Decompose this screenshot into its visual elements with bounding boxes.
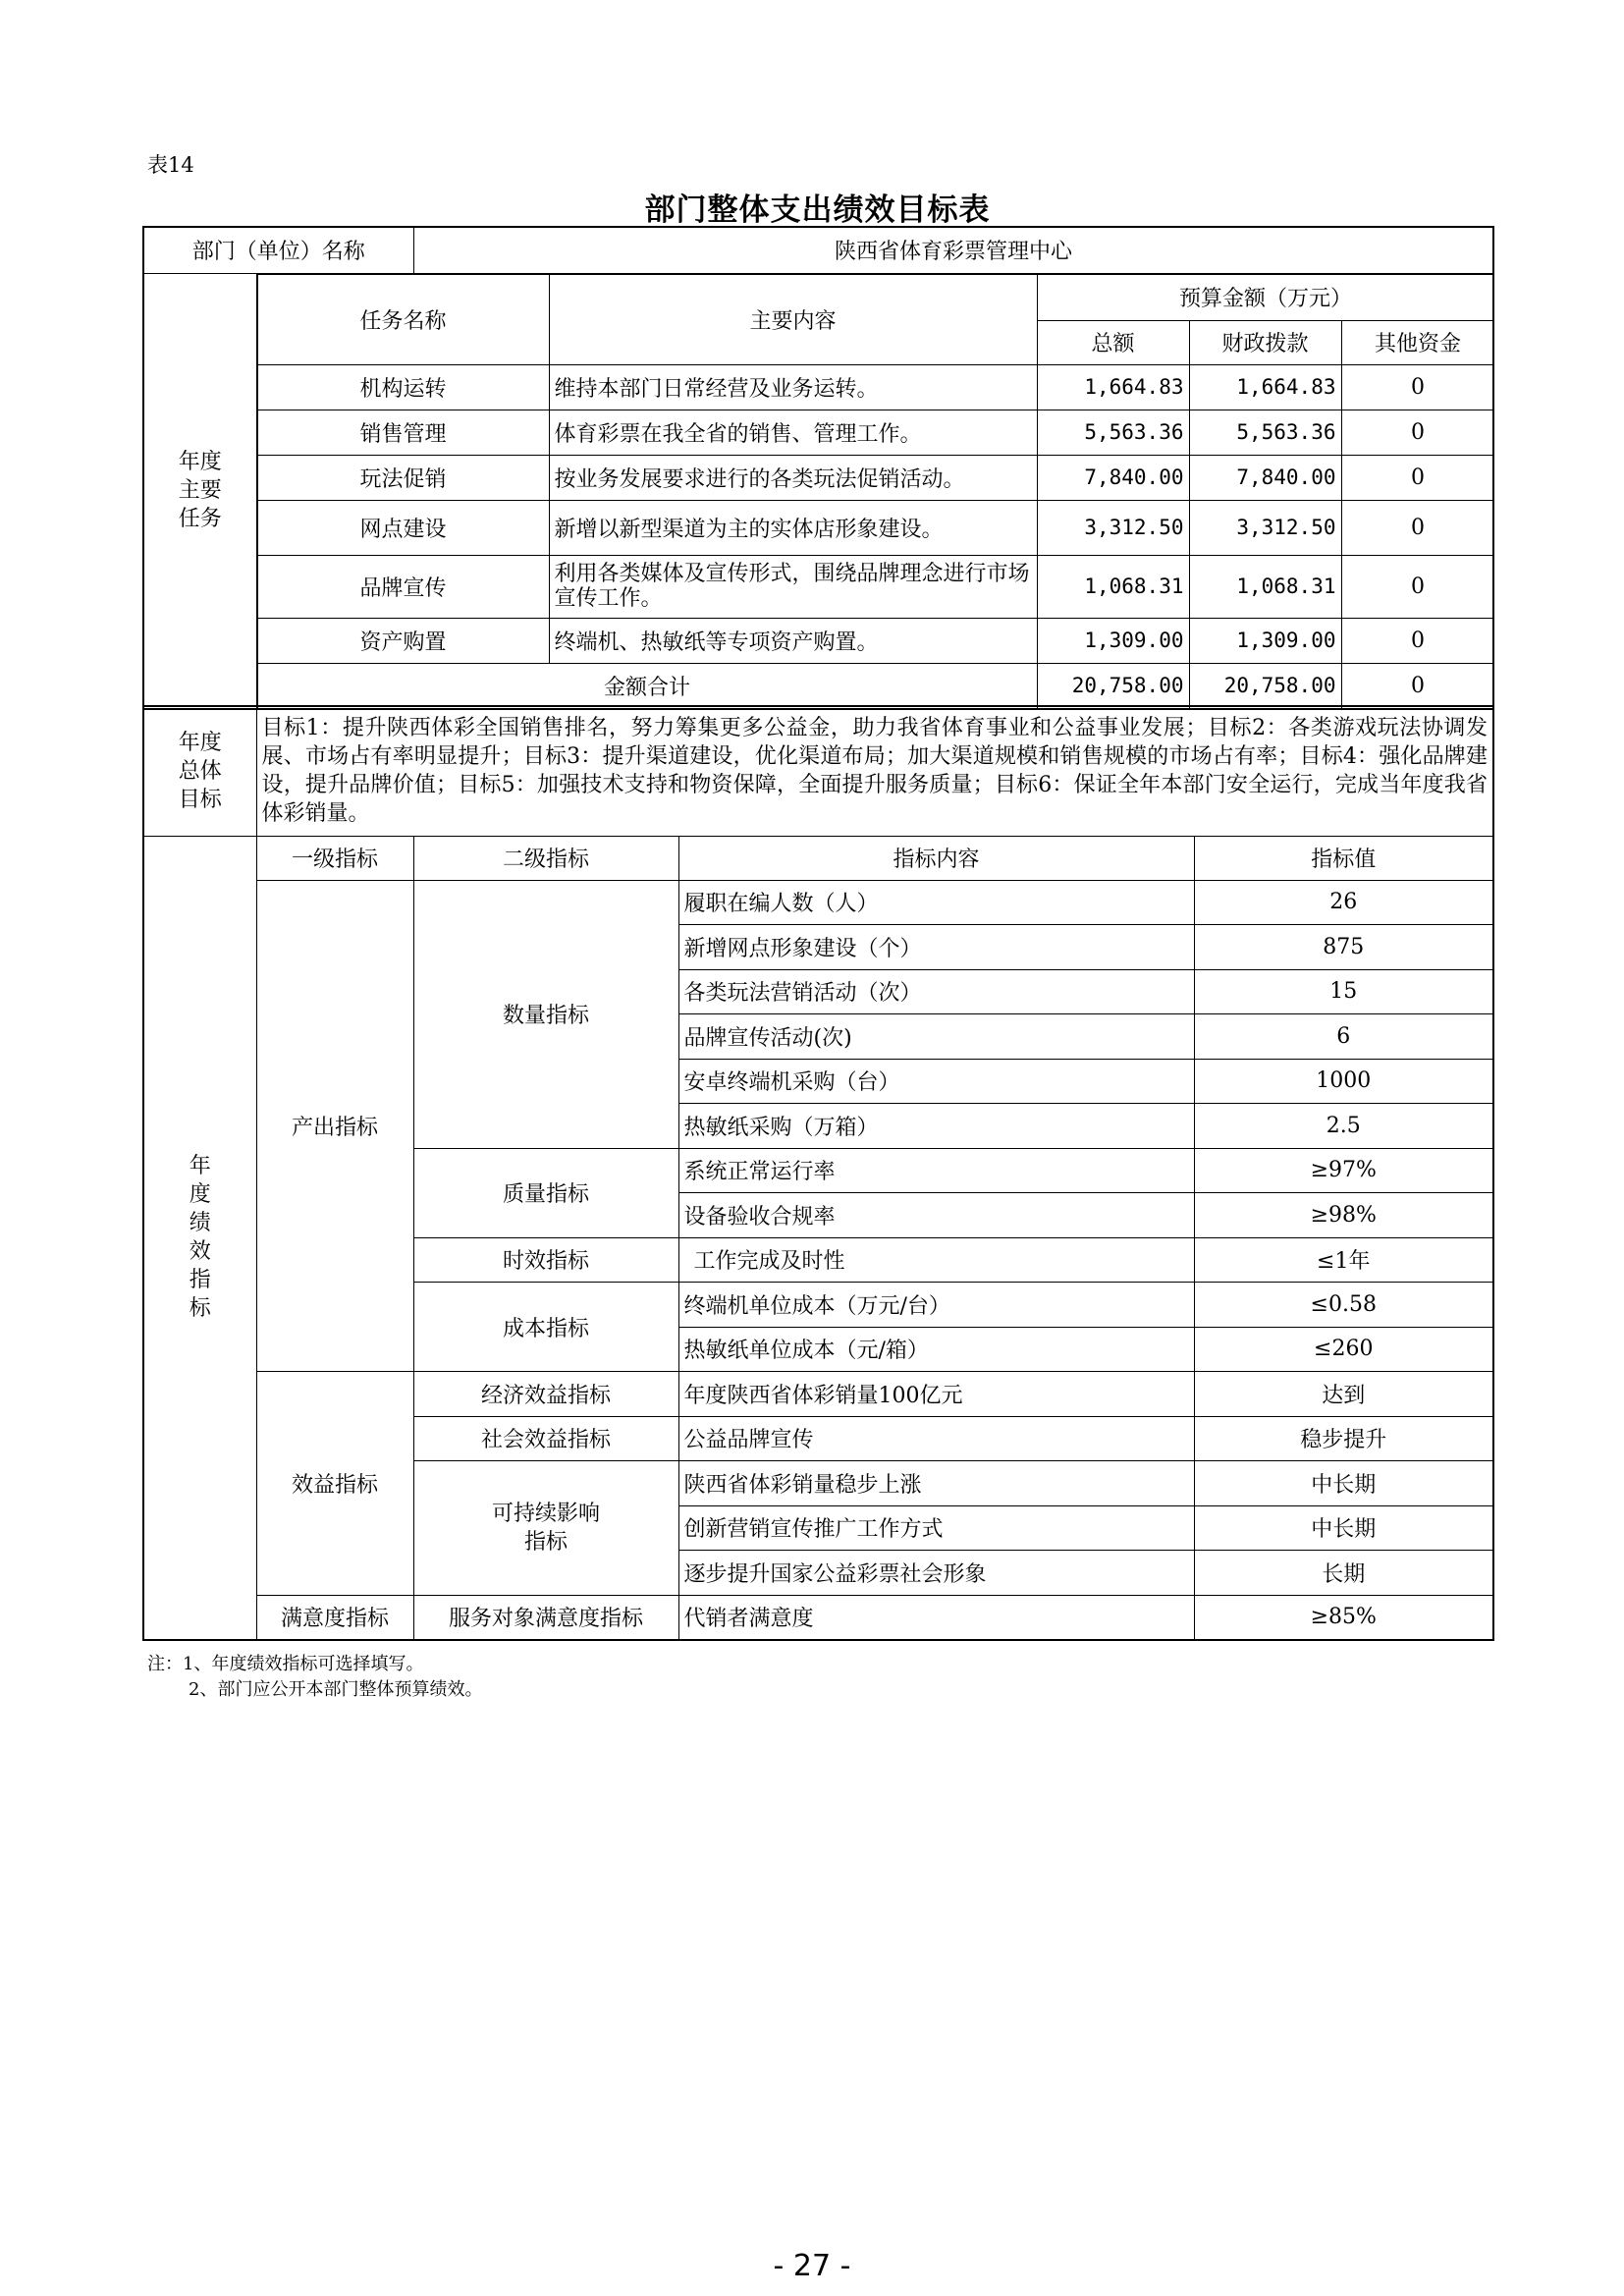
task-sum-row <box>257 663 1493 708</box>
task-row <box>257 410 1493 455</box>
task-row <box>257 500 1493 555</box>
benefit-indicator-label: 效益指标 <box>256 1372 413 1596</box>
satisfaction-indicator-label: 满意度指标 <box>256 1595 413 1640</box>
task-content: 利用各类媒体及宣传形式，围绕品牌理念进行市场宣传工作。 <box>549 555 1037 618</box>
task-other: 0 <box>1341 555 1493 618</box>
task-total: 1,068.31 <box>1037 555 1189 618</box>
task-fiscal: 1,068.31 <box>1189 555 1341 618</box>
task-fiscal: 1,309.00 <box>1189 618 1341 663</box>
task-other: 0 <box>1341 410 1493 455</box>
task-content: 新增以新型渠道为主的实体店形象建设。 <box>549 500 1037 555</box>
indicator-content: 安卓终端机采购（台） <box>678 1059 1194 1104</box>
task-name: 机构运转 <box>257 364 549 410</box>
note-2: 2、部门应公开本部门整体预算绩效。 <box>189 1679 483 1700</box>
indicator-value: 稳步提升 <box>1194 1416 1493 1461</box>
indicator-value: ≥98% <box>1194 1193 1493 1238</box>
indicator-content: 陕西省体彩销量稳步上涨 <box>678 1461 1194 1506</box>
level2-header: 二级指标 <box>413 836 678 880</box>
dept-name-value: 陕西省体育彩票管理中心 <box>413 227 1493 273</box>
budget-header: 预算金额（万元） <box>1037 274 1493 320</box>
indicator-value: 15 <box>1194 969 1493 1014</box>
indicator-value: ≤260 <box>1194 1327 1493 1372</box>
content-header: 指标内容 <box>678 836 1194 880</box>
indicator-content: 终端机单位成本（万元/台） <box>678 1283 1194 1328</box>
task-content-header: 主要内容 <box>549 274 1037 364</box>
indicator-content: 年度陕西省体彩销量100亿元 <box>678 1372 1194 1417</box>
task-total: 5,563.36 <box>1037 410 1189 455</box>
task-row <box>257 455 1493 500</box>
sum-other: 0 <box>1341 663 1493 708</box>
task-content: 体育彩票在我全省的销售、管理工作。 <box>549 410 1037 455</box>
economic-indicator-label: 经济效益指标 <box>413 1372 678 1417</box>
indicator-content: 代销者满意度 <box>678 1595 1194 1640</box>
indicator-content: 公益品牌宣传 <box>678 1416 1194 1461</box>
timeliness-indicator-label: 时效指标 <box>413 1237 678 1283</box>
indicator-content: 创新营销宣传推广工作方式 <box>678 1505 1194 1551</box>
task-name-header: 任务名称 <box>257 274 549 364</box>
indicator-content: 设备验收合规率 <box>678 1193 1194 1238</box>
level1-header: 一级指标 <box>256 836 413 880</box>
task-fiscal: 7,840.00 <box>1189 455 1341 500</box>
table-number: 表14 <box>147 153 194 177</box>
sum-total: 20,758.00 <box>1037 663 1189 708</box>
task-total: 1,664.83 <box>1037 364 1189 410</box>
annual-goals-label: 年度 总体 目标 <box>143 706 256 836</box>
sustainable-indicator-label: 可持续影响 指标 <box>413 1461 678 1596</box>
indicator-content: 履职在编人数（人） <box>678 880 1194 925</box>
tasks-subtable <box>257 274 1494 709</box>
task-total: 1,309.00 <box>1037 618 1189 663</box>
task-fiscal: 5,563.36 <box>1189 410 1341 455</box>
task-total: 3,312.50 <box>1037 500 1189 555</box>
quantity-indicator-label: 数量指标 <box>413 880 678 1148</box>
annual-goals-text: 目标1：提升陕西体彩全国销售排名，努力筹集更多公益金，助力我省体育事业和公益事业发展；目标2：各类游戏玩法协调发展、市场占有率明显提升；目标3：提升渠道建设，优化渠道布局；加大渠道规模和销售规模的市场占有率；目标4：强化品牌建设，提升品牌价值；目标5：加强技术支持和物资保障，全面提升服务质量；目标6：保证全年本部门安全运行，完成当年度我省体彩销量。 <box>256 706 1493 836</box>
indicator-value: 中长期 <box>1194 1505 1493 1551</box>
task-row <box>257 364 1493 410</box>
goals-indicators-table <box>142 705 1494 1641</box>
performance-target-table <box>142 226 1494 710</box>
indicator-content: 新增网点形象建设（个） <box>678 925 1194 970</box>
total-header: 总额 <box>1037 320 1189 364</box>
task-other: 0 <box>1341 364 1493 410</box>
task-content: 终端机、热敏纸等专项资产购置。 <box>549 618 1037 663</box>
indicator-value: 2.5 <box>1194 1104 1493 1149</box>
dept-name-label: 部门（单位）名称 <box>143 227 413 273</box>
sum-label: 金额合计 <box>257 663 1037 708</box>
task-name: 玩法促销 <box>257 455 549 500</box>
quality-indicator-label: 质量指标 <box>413 1148 678 1237</box>
indicator-content: 工作完成及时性 <box>678 1237 1194 1283</box>
task-name: 网点建设 <box>257 500 549 555</box>
note-1: 注：1、年度绩效指标可选择填写。 <box>147 1654 424 1674</box>
annual-tasks-label: 年度 主要 任务 <box>143 273 256 709</box>
task-name: 销售管理 <box>257 410 549 455</box>
task-fiscal: 3,312.50 <box>1189 500 1341 555</box>
cost-indicator-label: 成本指标 <box>413 1283 678 1372</box>
task-row <box>257 618 1493 663</box>
indicator-content: 系统正常运行率 <box>678 1148 1194 1193</box>
indicator-value: 长期 <box>1194 1551 1493 1596</box>
task-fiscal: 1,664.83 <box>1189 364 1341 410</box>
indicator-value: ≤1年 <box>1194 1237 1493 1283</box>
indicator-content: 各类玩法营销活动（次） <box>678 969 1194 1014</box>
output-indicator-label: 产出指标 <box>256 880 413 1372</box>
task-content: 按业务发展要求进行的各类玩法促销活动。 <box>549 455 1037 500</box>
indicator-value: 875 <box>1194 925 1493 970</box>
value-header: 指标值 <box>1194 836 1493 880</box>
indicator-content: 热敏纸单位成本（元/箱） <box>678 1327 1194 1372</box>
indicator-value: 1000 <box>1194 1059 1493 1104</box>
task-other: 0 <box>1341 618 1493 663</box>
indicator-value: 中长期 <box>1194 1461 1493 1506</box>
service-satisfaction-label: 服务对象满意度指标 <box>413 1595 678 1640</box>
indicator-value: 6 <box>1194 1014 1493 1060</box>
task-name: 品牌宣传 <box>257 555 549 618</box>
indicator-value: ≥85% <box>1194 1595 1493 1640</box>
indicator-content: 热敏纸采购（万箱） <box>678 1104 1194 1149</box>
indicator-value: ≥97% <box>1194 1148 1493 1193</box>
performance-indicators-label: 年 度 绩 效 指 标 <box>143 836 256 1640</box>
page-number: - 27 - <box>773 2249 851 2283</box>
indicator-value: 达到 <box>1194 1372 1493 1417</box>
indicator-value: 26 <box>1194 880 1493 925</box>
task-row <box>257 555 1493 618</box>
task-name: 资产购置 <box>257 618 549 663</box>
document-title: 部门整体支出绩效目标表 <box>644 192 991 228</box>
indicator-value: ≤0.58 <box>1194 1283 1493 1328</box>
task-total: 7,840.00 <box>1037 455 1189 500</box>
social-indicator-label: 社会效益指标 <box>413 1416 678 1461</box>
task-other: 0 <box>1341 455 1493 500</box>
other-funds-header: 其他资金 <box>1341 320 1493 364</box>
task-other: 0 <box>1341 500 1493 555</box>
sum-fiscal: 20,758.00 <box>1189 663 1341 708</box>
indicator-content: 逐步提升国家公益彩票社会形象 <box>678 1551 1194 1596</box>
task-content: 维持本部门日常经营及业务运转。 <box>549 364 1037 410</box>
indicator-content: 品牌宣传活动(次) <box>678 1014 1194 1060</box>
fiscal-header: 财政拨款 <box>1189 320 1341 364</box>
